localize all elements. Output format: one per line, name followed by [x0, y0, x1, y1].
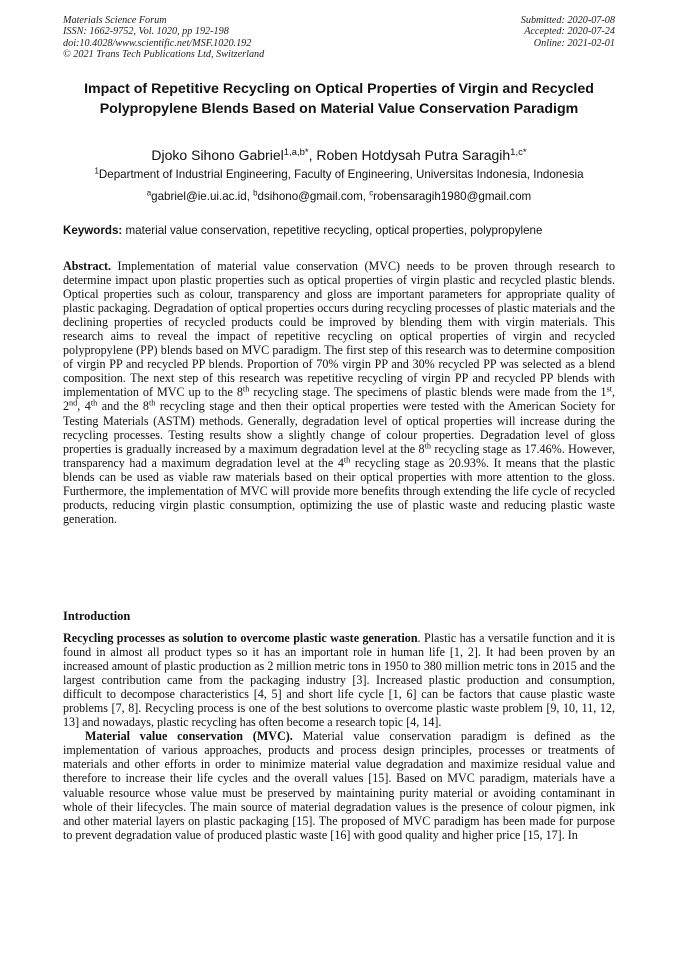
- paragraph-lead: Material value conservation (MVC).: [85, 729, 293, 744]
- journal-name: Materials Science Forum: [63, 15, 167, 26]
- keywords-text: material value conservation, repetitive recycling, optical properties, polypropylene: [122, 224, 543, 237]
- ordinal-suffix: nd: [69, 398, 78, 408]
- ordinal-suffix: th: [343, 455, 351, 465]
- paper-title: Impact of Repetitive Recycling on Optical Properties of Virgin and Recycled Polypropylene Blends Based on Material Value Conservation Paradigm: [84, 81, 594, 117]
- abstract: [63, 259, 615, 526]
- introduction-body: [63, 631, 615, 842]
- abstract-text: recycling stage as 20.93%. It means that the plastic blends can be used as viable raw materials based on their optical properties with more attention to the gloss. Furthermore, the implementation of MVC will provide more benefits through extending the life cycle of recycled products, reducing virgin plastic consumption, optimizing the use of plastic waste and reducing plastic waste generation.: [63, 455, 615, 526]
- ordinal-suffix: th: [148, 398, 156, 408]
- author-affiliation-marker: 1,c*: [510, 146, 527, 158]
- abstract-text: recycling stage and then their optical properties were tested with the American Society for Testing Materials (ASTM) methods. Generally, degradation level of optical properties will increase during the recycling processes. Testing results show a slightly change of colour properties. Degradation level of gloss properties is gradually increased by a maximum degradation level at the 8: [63, 399, 616, 456]
- paragraph-text: Material value conservation paradigm is defined as the implementation of various approaches, products and process design principles, processes or treatments of materials and other efforts in order to minimize material value degradation and maximize residual value and therefore to increase their life cycles and the overall values [15]. Based on MVC paradigm, materials have a valuable resource whose value must be preserved by maintaining purity material or avoiding contaminant in whole of their lifecycles. The main source of material degradation values is the presence of colour pigmen, ink and other material layers on plastic packaging [15]. The proposed of MVC paradigm has been made for purpose to prevent degradation value of produced plastic waste [16] with good quality and higher price [15, 17]. In: [63, 729, 616, 842]
- journal-issn: ISSN: 1662-9752, Vol. 1020, pp 192-198: [63, 26, 229, 38]
- intro-paragraph: [63, 729, 615, 841]
- affiliation-marker: 1: [94, 166, 99, 176]
- email-link[interactable]: gabriel@ie.ui.ac.id,: [151, 190, 254, 203]
- email-marker: b: [253, 188, 258, 198]
- author-name: Roben Hotdysah Putra Saragih: [316, 147, 511, 163]
- email-link[interactable]: dsihono@gmail.com,: [257, 190, 370, 203]
- abstract-text: , 4: [77, 399, 91, 414]
- abstract-label: Abstract.: [63, 259, 112, 273]
- abstract-text: and the 8: [97, 399, 149, 414]
- author-list: [40, 146, 638, 164]
- author-emails: [40, 190, 638, 204]
- author-affiliation-marker: 1,a,b*: [283, 146, 309, 158]
- journal-header: [63, 15, 264, 61]
- online-date: Online: 2021-02-01: [533, 37, 615, 49]
- abstract-text: Implementation of material value conservation (MVC) needs to be proven through research to determine impact upon plastic properties such as optical properties of virgin plastic and recycled plastic blends. Optical properties such as colour, transparency and gloss are important parameters for appropriate quality of plastic packaging. Degradation of optical properties occurs during recycling processes of plastic materials and the declining properties of recycled products could be improved by blending them with virgin materials. This research aims to reveal the impact of repetitive recycling on optical properties of virgin and recycled polypropylene (PP) blends based on MVC paradigm. The first step of this research was to determine composition of virgin PP and recycled PP blends. Proportion of 70% virgin PP and 30% recycled PP was selected as a blend composition. The next step of this research was repetitive recycling of virgin PP and recycled PP blends with implementation of MVC up to the 8: [63, 259, 615, 400]
- paragraph-lead: Recycling processes as solution to overcome plastic waste generation: [63, 631, 418, 645]
- author-separator: ,: [308, 147, 317, 163]
- accepted-date: Accepted: 2020-07-24: [524, 26, 615, 38]
- author-name: Djoko Sihono Gabriel: [151, 147, 284, 163]
- abstract-text: recycling stage. The specimens of plastic blends were made from the 1: [249, 385, 607, 400]
- abstract-text: , 2: [63, 385, 616, 414]
- email-link[interactable]: robensaragih1980@gmail.com: [373, 190, 532, 203]
- ordinal-suffix: st: [606, 384, 612, 394]
- submitted-date: Submitted: 2020-07-08: [520, 15, 615, 26]
- ordinal-suffix: th: [424, 441, 431, 451]
- abstract-text: recycling stage as 17.46%. However, transparency had a maximum degradation level at the 4: [63, 441, 615, 470]
- ordinal-suffix: th: [242, 384, 250, 394]
- paragraph-text: . Plastic has a versatile function and it is found in almost all product types so it has an important role in human life [1, 2]. It had been proven by an increased amount of plastic production as 2 million metric tons in 1950 to 380 million metric tons in 2015 and the largest contribution came from the packaging industry [3]. Increased plastic production and consumption, difficult to decompose characteristics [4, 5] and short life cycle [1, 6] can be factors that cause plastic waste problems [7, 8]. Recycling process is one of the best solutions to overcome plastic waste problem [9, 10, 11, 12, 13] and nowadays, plastic recycling has often become a research topic [4, 14].: [63, 631, 615, 730]
- journal-doi: doi:10.4028/www.scientific.net/MSF.1020.192: [63, 37, 252, 49]
- intro-paragraph: [63, 631, 615, 729]
- affiliation: [40, 168, 638, 182]
- email-marker: c: [369, 188, 374, 198]
- keywords-label: Keywords:: [63, 224, 123, 237]
- keywords: [63, 224, 615, 238]
- ordinal-suffix: th: [90, 398, 98, 408]
- publication-dates: [521, 15, 615, 49]
- affiliation-text: Department of Industrial Engineering, Faculty of Engineering, Universitas Indonesia, Indonesia: [98, 168, 584, 181]
- section-heading-introduction: Introduction: [63, 609, 131, 623]
- email-marker: a: [146, 188, 152, 198]
- journal-copyright: © 2021 Trans Tech Publications Ltd, Switzerland: [63, 49, 265, 61]
